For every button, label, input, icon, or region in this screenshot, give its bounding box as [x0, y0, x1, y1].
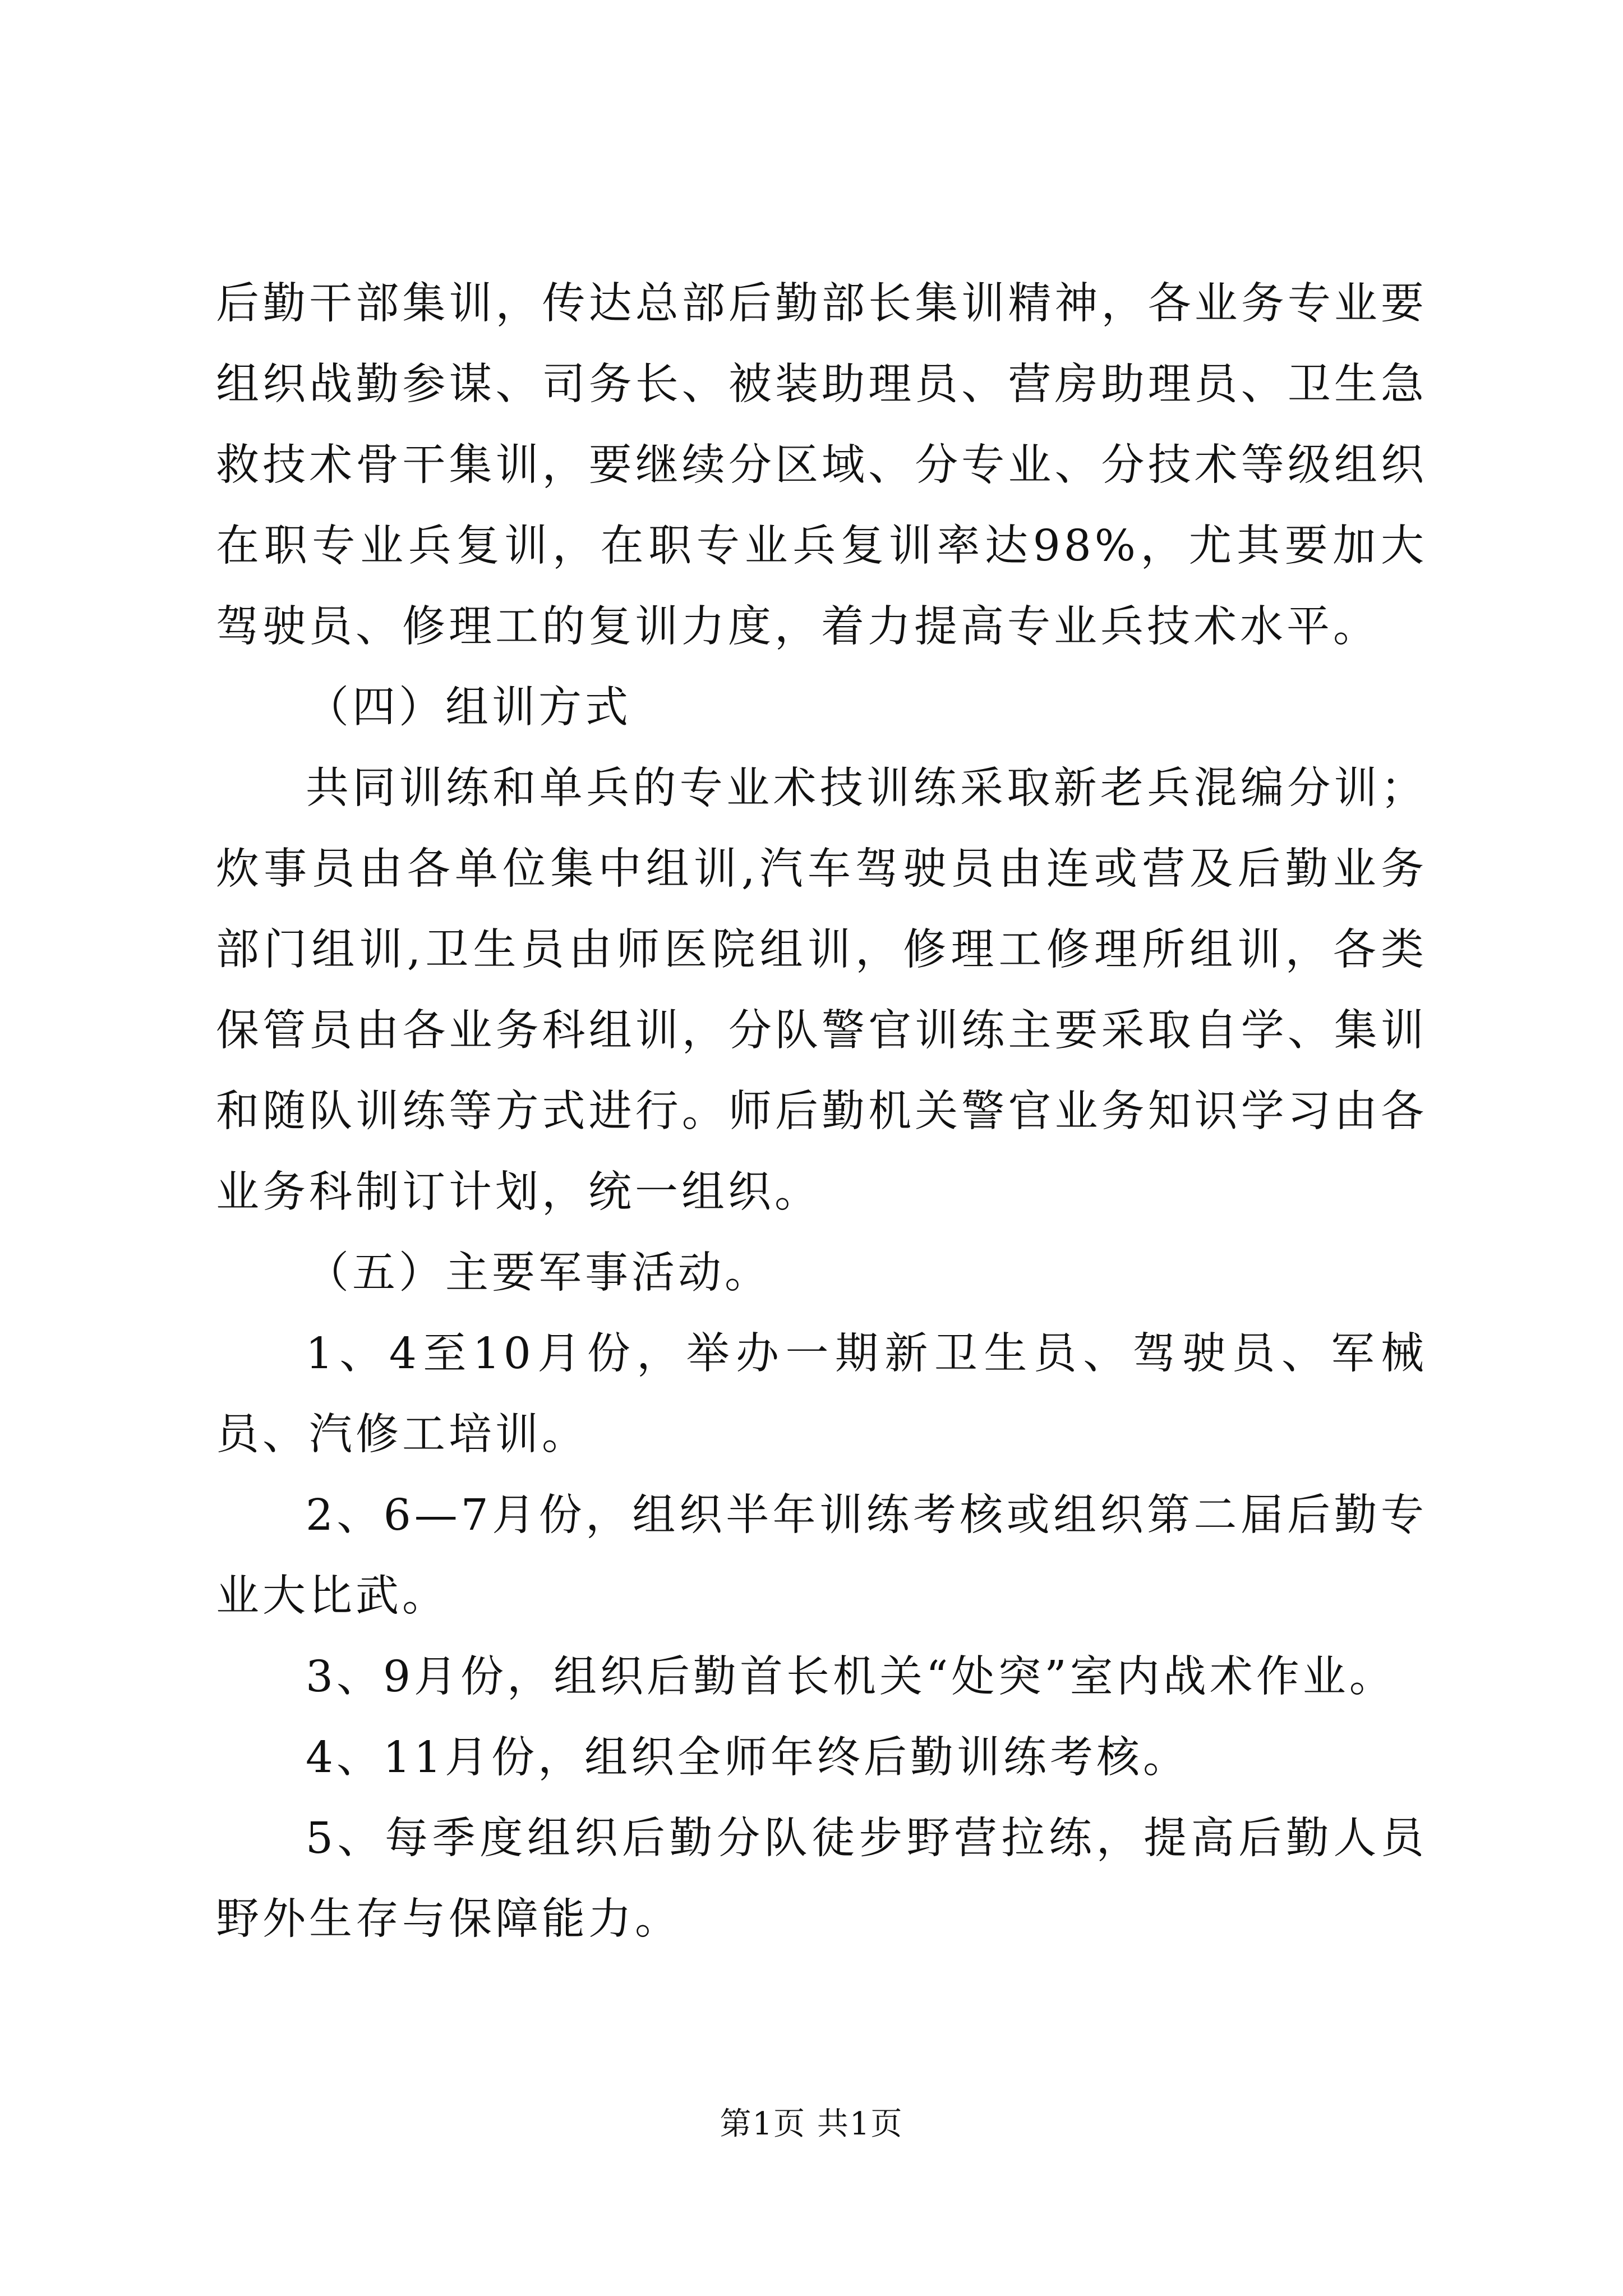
- list-item-activity-3: 3、9月份，组织后勤首长机关“处突”室内战术作业。: [306, 1652, 1396, 1702]
- heading-training-method: （四）组训方式: [306, 683, 631, 733]
- list-item-activity-2: 2、6—7月份，组织半年训练考核或组织第二届后勤专业大比武。: [216, 1490, 1427, 1621]
- list-item-activity-4: 4、11月份，组织全师年终后勤训练考核。: [306, 1733, 1189, 1783]
- page-footer: 第1页 共1页: [720, 2106, 903, 2142]
- list-item-activity-5: 5、每季度组织后勤分队徒步野营拉练，提高后勤人员野外生存与保障能力。: [216, 1814, 1427, 1944]
- list-item-activity-1: 1、4至10月份，举办一期新卫生员、驾驶员、军械员、汽修工培训。: [216, 1329, 1427, 1460]
- paragraph-training-cadre: 后勤干部集训，传达总部后勤部长集训精神，各业务专业要组织战勤参谋、司务长、被装助理员、营房助理员、卫生急救技术骨干集训，要继续分区域、分专业、分技术等级组织在职专业兵复训，在职专业兵复训率达98%，尤其要加大驾驶员、修理工的复训力度，着力提高专业兵技术水平。: [216, 279, 1427, 652]
- heading-main-activities: （五）主要军事活动。: [306, 1248, 771, 1298]
- document-body: [216, 264, 1427, 1960]
- paragraph-training-method: 共同训练和单兵的专业术技训练采取新老兵混编分训；炊事员由各单位集中组训,汽车驾驶员由连或营及后勤业务部门组训,卫生员由师医院组训，修理工修理所组训，各类保管员由各业务科组训，分队警官训练主要采取自学、集训和随队训练等方式进行。师后勤机关警官业务知识学习由各业务科制订计划，统一组织。: [216, 763, 1427, 1217]
